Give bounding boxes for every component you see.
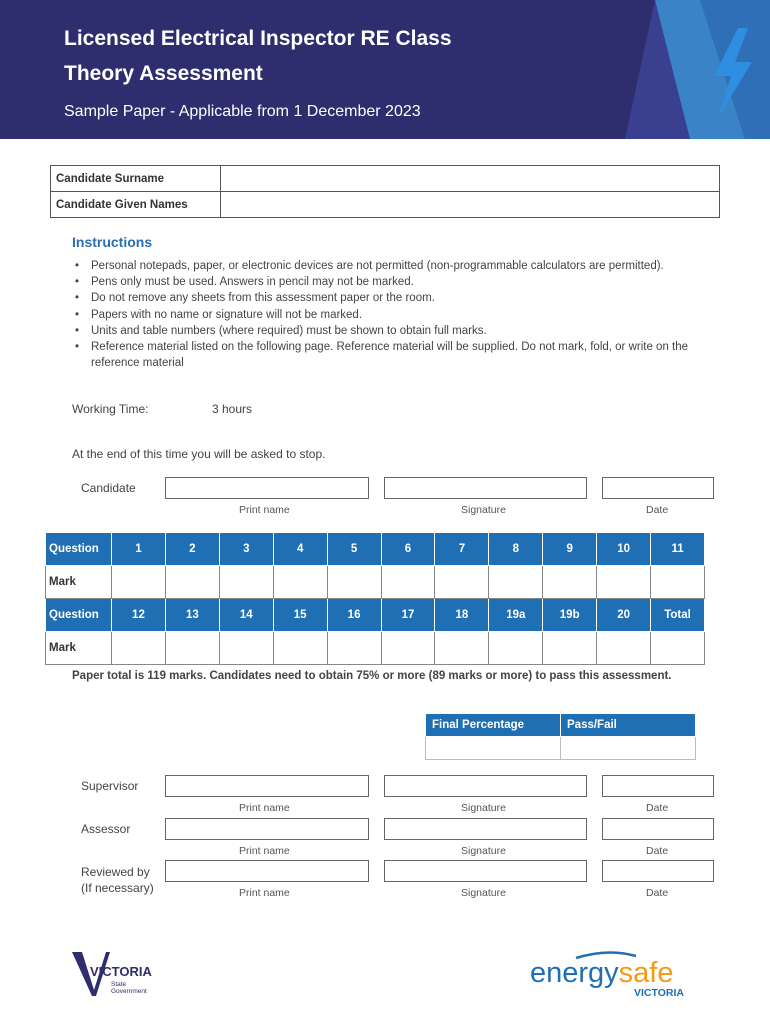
question-number: 14 bbox=[219, 599, 273, 632]
title-line-2: Theory Assessment bbox=[64, 62, 263, 85]
candidate-given-names-field[interactable] bbox=[221, 192, 720, 218]
question-number: 1 bbox=[112, 533, 166, 566]
question-label: Question bbox=[46, 533, 112, 566]
total-marks-note: Paper total is 119 marks. Candidates need to obtain 75% or more (89 marks or more) to pass this assessment. bbox=[72, 670, 672, 682]
mark-cell[interactable] bbox=[543, 632, 597, 665]
mark-cell[interactable] bbox=[219, 566, 273, 599]
reviewer-signature-field[interactable] bbox=[384, 860, 587, 882]
reviewer-date-field[interactable] bbox=[602, 860, 714, 882]
signature-caption: Signature bbox=[461, 802, 506, 814]
mark-row bbox=[46, 566, 705, 599]
assessor-signature-field[interactable] bbox=[384, 818, 587, 840]
question-number: 11 bbox=[651, 533, 705, 566]
state-text: State bbox=[111, 981, 127, 988]
mark-label: Mark bbox=[46, 632, 112, 665]
mark-cell[interactable] bbox=[165, 632, 219, 665]
date-caption: Date bbox=[646, 845, 669, 857]
question-number: 2 bbox=[165, 533, 219, 566]
supervisor-date-field[interactable] bbox=[602, 775, 714, 797]
question-number: 12 bbox=[112, 599, 166, 632]
mark-cell[interactable] bbox=[597, 566, 651, 599]
title-line-1: Licensed Electrical Inspector RE Class bbox=[64, 27, 452, 50]
mark-cell[interactable] bbox=[273, 632, 327, 665]
total-label: Total bbox=[651, 599, 705, 632]
final-result-table bbox=[425, 713, 696, 760]
svg-text:energysafe bbox=[530, 957, 674, 989]
candidate-surname-label: Candidate Surname bbox=[51, 166, 221, 192]
question-number: 16 bbox=[327, 599, 381, 632]
final-percentage-label: Final Percentage bbox=[426, 714, 561, 737]
question-label: Question bbox=[46, 599, 112, 632]
energysafe-victoria-logo bbox=[528, 950, 703, 1000]
final-percentage-field[interactable] bbox=[426, 737, 561, 760]
victoria-state-government-logo bbox=[72, 950, 172, 1000]
mark-cell[interactable] bbox=[273, 566, 327, 599]
print-name-caption: Print name bbox=[239, 845, 290, 857]
assessor-date-field[interactable] bbox=[602, 818, 714, 840]
signature-caption: Signature bbox=[461, 845, 506, 857]
question-header-row bbox=[46, 533, 705, 566]
assessor-print-name-field[interactable] bbox=[165, 818, 369, 840]
instruction-item: • Reference material listed on the following page. Reference material will be supplied. Do not mark, fold, or write on the reference material bbox=[74, 339, 699, 371]
print-name-caption: Print name bbox=[239, 802, 290, 814]
instruction-item: • Units and table numbers (where required) must be shown to obtain full marks. bbox=[74, 323, 699, 339]
supervisor-label: Supervisor bbox=[81, 779, 139, 793]
mark-label: Mark bbox=[46, 566, 112, 599]
mark-cell[interactable] bbox=[381, 566, 435, 599]
mark-cell[interactable] bbox=[381, 632, 435, 665]
date-caption: Date bbox=[646, 887, 669, 899]
instruction-item: • Do not remove any sheets from this assessment paper or the room. bbox=[74, 290, 699, 306]
question-number: 15 bbox=[273, 599, 327, 632]
mark-cell[interactable] bbox=[165, 566, 219, 599]
energysafe-victoria-text: VICTORIA bbox=[634, 987, 684, 999]
question-number: 4 bbox=[273, 533, 327, 566]
mark-row bbox=[46, 632, 705, 665]
question-number: 13 bbox=[165, 599, 219, 632]
question-number: 19a bbox=[489, 599, 543, 632]
question-marks-table bbox=[45, 532, 705, 665]
signature-caption: Signature bbox=[461, 504, 506, 516]
question-number: 5 bbox=[327, 533, 381, 566]
instructions-list bbox=[74, 258, 699, 371]
candidate-signature-field[interactable] bbox=[384, 477, 587, 499]
signature-caption: Signature bbox=[461, 887, 506, 899]
print-name-caption: Print name bbox=[239, 504, 290, 516]
assessor-label: Assessor bbox=[81, 822, 131, 836]
question-number: 18 bbox=[435, 599, 489, 632]
mark-cell[interactable] bbox=[435, 566, 489, 599]
date-caption: Date bbox=[646, 802, 669, 814]
mark-cell[interactable] bbox=[597, 632, 651, 665]
victoria-text: VICTORIA bbox=[90, 964, 152, 979]
mark-cell[interactable] bbox=[219, 632, 273, 665]
print-name-caption: Print name bbox=[239, 887, 290, 899]
question-number: 8 bbox=[489, 533, 543, 566]
mark-cell[interactable] bbox=[489, 632, 543, 665]
government-text: Government bbox=[111, 988, 147, 995]
mark-cell[interactable] bbox=[112, 632, 166, 665]
mark-cell[interactable] bbox=[489, 566, 543, 599]
pass-fail-label: Pass/Fail bbox=[561, 714, 696, 737]
stop-notice: At the end of this time you will be asked to stop. bbox=[72, 447, 326, 461]
mark-cell[interactable] bbox=[112, 566, 166, 599]
energysafe-energy-text: energy bbox=[530, 957, 619, 989]
question-number: 9 bbox=[543, 533, 597, 566]
question-number: 6 bbox=[381, 533, 435, 566]
instruction-item: • Pens only must be used. Answers in pencil may not be marked. bbox=[74, 274, 699, 290]
supervisor-print-name-field[interactable] bbox=[165, 775, 369, 797]
instruction-item: • Personal notepads, paper, or electronic devices are not permitted (non-programmable calculators are permitted). bbox=[74, 258, 699, 274]
candidate-print-name-field[interactable] bbox=[165, 477, 369, 499]
question-number: 3 bbox=[219, 533, 273, 566]
question-header-row bbox=[46, 599, 705, 632]
question-number: 17 bbox=[381, 599, 435, 632]
page-title bbox=[64, 21, 624, 91]
reviewer-print-name-field[interactable] bbox=[165, 860, 369, 882]
reviewed-by-line-1: Reviewed by bbox=[81, 865, 150, 879]
working-time-label: Working Time: bbox=[72, 402, 149, 416]
pass-fail-field[interactable] bbox=[561, 737, 696, 760]
total-mark-cell[interactable] bbox=[651, 632, 705, 665]
candidate-surname-field[interactable] bbox=[221, 166, 720, 192]
reviewed-by-label bbox=[81, 864, 154, 896]
candidate-sign-label: Candidate bbox=[81, 481, 136, 495]
reviewed-by-line-2: (If necessary) bbox=[81, 881, 154, 895]
page-subtitle: Sample Paper - Applicable from 1 December 2023 bbox=[64, 103, 421, 120]
mark-cell[interactable] bbox=[543, 566, 597, 599]
mark-cell[interactable] bbox=[651, 566, 705, 599]
candidate-given-names-label: Candidate Given Names bbox=[51, 192, 221, 218]
supervisor-signature-field[interactable] bbox=[384, 775, 587, 797]
working-time-value: 3 hours bbox=[212, 402, 253, 416]
mark-cell[interactable] bbox=[435, 632, 489, 665]
mark-cell[interactable] bbox=[327, 632, 381, 665]
question-number: 7 bbox=[435, 533, 489, 566]
instruction-item: • Papers with no name or signature will not be marked. bbox=[74, 307, 699, 323]
mark-cell[interactable] bbox=[327, 566, 381, 599]
energysafe-safe-text: safe bbox=[618, 957, 674, 989]
header-banner bbox=[0, 0, 770, 139]
date-caption: Date bbox=[646, 504, 669, 516]
question-number: 20 bbox=[597, 599, 651, 632]
question-number: 19b bbox=[543, 599, 597, 632]
instructions-heading: Instructions bbox=[72, 234, 153, 250]
question-number: 10 bbox=[597, 533, 651, 566]
candidate-name-table bbox=[50, 165, 720, 218]
candidate-date-field[interactable] bbox=[602, 477, 714, 499]
